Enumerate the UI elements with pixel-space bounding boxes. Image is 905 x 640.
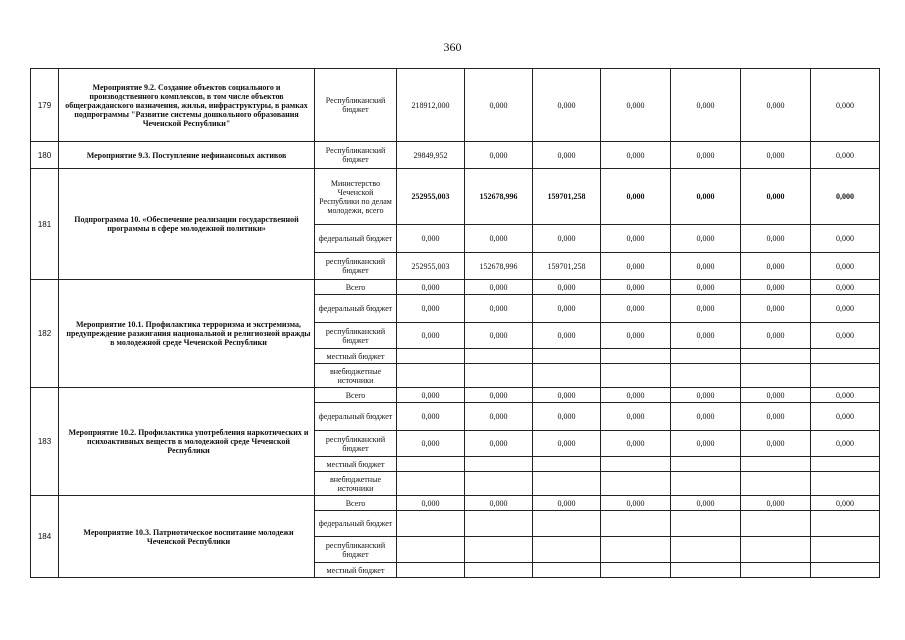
program-name: Мероприятие 9.2. Создание объектов социального и производственного комплексов, в том числе объектов общегражданского назначения, жилья, инфраструктуры, в рамках подпрограммы "Развитие системы дошкольного образования Чеченской Республики" [59,69,315,142]
amount-cell: 0,000 [811,142,880,169]
amount-cell: 0,000 [601,142,671,169]
amount-cell [465,364,533,388]
amount-cell: 0,000 [741,253,811,280]
funding-source: Республиканский бюджет [315,69,397,142]
amount-cell: 0,000 [671,323,741,349]
funding-source: внебюджетные источники [315,472,397,496]
amount-cell: 0,000 [465,142,533,169]
amount-cell: 0,000 [671,295,741,323]
amount-cell: 0,000 [741,142,811,169]
amount-cell [671,537,741,563]
amount-cell [671,511,741,537]
amount-cell: 0,000 [811,295,880,323]
amount-cell: 252955,003 [397,253,465,280]
amount-cell [465,472,533,496]
funding-source: местный бюджет [315,457,397,472]
amount-cell: 0,000 [601,403,671,431]
funding-source: внебюджетные источники [315,364,397,388]
amount-cell [601,511,671,537]
amount-cell: 0,000 [533,496,601,511]
amount-cell: 0,000 [671,496,741,511]
amount-cell: 0,000 [741,69,811,142]
amount-cell: 0,000 [811,280,880,295]
amount-cell [741,472,811,496]
amount-cell [671,457,741,472]
funding-source: республиканский бюджет [315,253,397,280]
amount-cell: 0,000 [397,496,465,511]
table-row [31,69,880,142]
amount-cell [811,472,880,496]
amount-cell: 0,000 [465,431,533,457]
amount-cell [601,563,671,578]
amount-cell [811,349,880,364]
amount-cell: 152678,996 [465,253,533,280]
funding-source: республиканский бюджет [315,431,397,457]
funding-source: федеральный бюджет [315,225,397,253]
page-number: 360 [443,40,462,54]
program-name: Мероприятие 10.1. Профилактика терроризма и экстремизма, предупреждение разжигания национальной и религиозной вражды в молодежной среде Чеченской Республики [59,280,315,388]
amount-cell [741,364,811,388]
amount-cell: 0,000 [397,280,465,295]
amount-cell: 0,000 [811,388,880,403]
amount-cell: 0,000 [465,496,533,511]
amount-cell [533,364,601,388]
amount-cell [465,349,533,364]
amount-cell: 0,000 [533,142,601,169]
amount-cell: 0,000 [533,388,601,403]
amount-cell: 0,000 [741,169,811,225]
amount-cell [601,364,671,388]
amount-cell [397,364,465,388]
amount-cell: 0,000 [741,280,811,295]
amount-cell: 0,000 [671,388,741,403]
amount-cell: 0,000 [671,225,741,253]
amount-cell: 0,000 [811,431,880,457]
table-row [31,169,880,225]
amount-cell: 0,000 [601,280,671,295]
amount-cell: 0,000 [671,253,741,280]
funding-source: Республиканский бюджет [315,142,397,169]
amount-cell: 0,000 [671,69,741,142]
amount-cell [533,472,601,496]
amount-cell: 252955,003 [397,169,465,225]
row-number: 180 [31,142,59,169]
amount-cell: 0,000 [465,403,533,431]
amount-cell [601,537,671,563]
amount-cell: 0,000 [671,280,741,295]
funding-source: местный бюджет [315,349,397,364]
amount-cell: 29849,952 [397,142,465,169]
amount-cell: 0,000 [671,431,741,457]
amount-cell: 0,000 [741,388,811,403]
amount-cell [741,511,811,537]
program-name: Мероприятие 10.2. Профилактика употребления наркотических и психоактивных веществ в молодежной среде Чеченской Республики [59,388,315,496]
funding-source: федеральный бюджет [315,403,397,431]
amount-cell: 0,000 [741,403,811,431]
amount-cell: 0,000 [397,388,465,403]
row-number: 181 [31,169,59,280]
amount-cell: 0,000 [533,403,601,431]
amount-cell: 0,000 [601,431,671,457]
amount-cell: 0,000 [811,225,880,253]
funding-source: республиканский бюджет [315,323,397,349]
amount-cell [601,349,671,364]
funding-source: Всего [315,280,397,295]
amount-cell: 0,000 [811,69,880,142]
amount-cell: 0,000 [397,431,465,457]
amount-cell: 0,000 [533,431,601,457]
amount-cell [533,349,601,364]
amount-cell: 0,000 [601,295,671,323]
amount-cell [533,563,601,578]
funding-source: федеральный бюджет [315,511,397,537]
amount-cell [811,563,880,578]
amount-cell [601,457,671,472]
amount-cell [811,457,880,472]
amount-cell: 0,000 [671,142,741,169]
amount-cell [465,457,533,472]
amount-cell: 0,000 [465,323,533,349]
amount-cell [811,537,880,563]
amount-cell: 152678,996 [465,169,533,225]
amount-cell: 0,000 [671,403,741,431]
funding-source: Всего [315,388,397,403]
amount-cell: 0,000 [533,295,601,323]
amount-cell: 0,000 [465,388,533,403]
amount-cell: 0,000 [811,323,880,349]
amount-cell: 0,000 [533,323,601,349]
amount-cell: 0,000 [601,253,671,280]
amount-cell [811,511,880,537]
amount-cell [533,511,601,537]
amount-cell [671,563,741,578]
funding-source: республиканский бюджет [315,537,397,563]
budget-table [30,68,880,578]
amount-cell: 0,000 [465,295,533,323]
table-row [31,496,880,511]
amount-cell [741,349,811,364]
amount-cell [397,511,465,537]
amount-cell: 0,000 [601,496,671,511]
funding-source: местный бюджет [315,563,397,578]
program-name: Подпрограмма 10. «Обеспечение реализации государственной программы в сфере молодежной политики» [59,169,315,280]
amount-cell: 0,000 [533,69,601,142]
amount-cell [465,537,533,563]
row-number: 184 [31,496,59,578]
amount-cell: 0,000 [741,431,811,457]
program-name: Мероприятие 10.3. Патриотическое воспитание молодежи Чеченской Республики [59,496,315,578]
row-number: 182 [31,280,59,388]
amount-cell [397,349,465,364]
funding-source: Всего [315,496,397,511]
amount-cell: 159701,258 [533,253,601,280]
amount-cell [671,349,741,364]
amount-cell: 0,000 [601,169,671,225]
amount-cell [397,563,465,578]
amount-cell: 0,000 [397,323,465,349]
row-number: 179 [31,69,59,142]
amount-cell [811,364,880,388]
amount-cell [671,364,741,388]
amount-cell: 218912,000 [397,69,465,142]
amount-cell [741,457,811,472]
amount-cell [601,472,671,496]
amount-cell: 0,000 [465,225,533,253]
funding-source: Министерство Чеченской Республики по делам молодежи, всего [315,169,397,225]
amount-cell: 0,000 [465,280,533,295]
program-name: Мероприятие 9.3. Поступление нефинансовых активов [59,142,315,169]
amount-cell [533,537,601,563]
table-row [31,388,880,403]
amount-cell [465,511,533,537]
amount-cell [397,537,465,563]
table-row [31,142,880,169]
amount-cell: 159701,258 [533,169,601,225]
amount-cell: 0,000 [397,403,465,431]
amount-cell: 0,000 [533,225,601,253]
amount-cell [533,457,601,472]
amount-cell: 0,000 [811,253,880,280]
amount-cell: 0,000 [601,388,671,403]
funding-source: федеральный бюджет [315,295,397,323]
amount-cell: 0,000 [601,225,671,253]
amount-cell: 0,000 [601,323,671,349]
amount-cell [741,537,811,563]
amount-cell: 0,000 [397,225,465,253]
amount-cell: 0,000 [601,69,671,142]
table-row [31,280,880,295]
amount-cell: 0,000 [811,403,880,431]
amount-cell: 0,000 [741,496,811,511]
row-number: 183 [31,388,59,496]
amount-cell [397,472,465,496]
amount-cell: 0,000 [741,323,811,349]
amount-cell [397,457,465,472]
amount-cell: 0,000 [465,69,533,142]
amount-cell: 0,000 [671,169,741,225]
amount-cell [671,472,741,496]
amount-cell: 0,000 [811,496,880,511]
amount-cell: 0,000 [533,280,601,295]
amount-cell [741,563,811,578]
amount-cell [465,563,533,578]
amount-cell: 0,000 [741,295,811,323]
amount-cell: 0,000 [741,225,811,253]
amount-cell: 0,000 [811,169,880,225]
amount-cell: 0,000 [397,295,465,323]
